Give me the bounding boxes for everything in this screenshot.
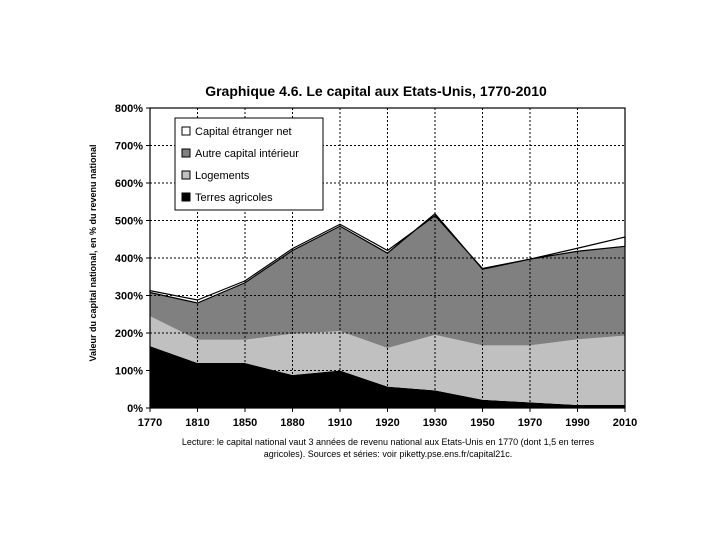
x-tick-label: 1970 [517, 417, 543, 429]
y-tick-label: 800% [114, 103, 143, 115]
legend-swatch-logements [182, 171, 190, 179]
x-tick-label: 1950 [470, 417, 495, 429]
chart-title: Graphique 4.6. Le capital aux Etats-Unis, 1770-2010 [205, 83, 547, 99]
y-tick-label: 600% [114, 178, 143, 190]
y-tick-label: 300% [114, 290, 143, 303]
legend-swatch-autre-capital-interieur [182, 149, 190, 157]
legend [175, 118, 323, 210]
legend-label-logements: Logements [195, 170, 250, 182]
x-tick-label: 1930 [422, 417, 448, 429]
x-tick-label: 2010 [612, 417, 638, 429]
y-tick-label: 500% [114, 215, 143, 228]
y-tick-label: 100% [114, 365, 143, 378]
x-tick-label: 1910 [327, 417, 353, 429]
series-areas [150, 214, 625, 408]
legend-label-autre-capital-interieur: Autre capital intérieur [195, 148, 299, 160]
y-tick-label: 200% [114, 328, 143, 340]
x-tick-label: 1990 [565, 417, 590, 429]
y-axis-ticks [115, 103, 150, 415]
legend-label-terres-agricoles: Terres agricoles [195, 192, 273, 204]
x-tick-label: 1770 [137, 417, 163, 429]
caption [150, 436, 626, 460]
x-tick-label: 1880 [280, 417, 305, 429]
x-axis-ticks [138, 408, 637, 429]
legend-swatch-capital-etranger-net [182, 127, 190, 135]
caption-line-2: agricoles). Sources et séries: voir piketty.pse.ens.fr/capital21c. [263, 449, 513, 459]
x-tick-label: 1920 [375, 417, 400, 429]
x-tick-label: 1850 [232, 417, 258, 429]
legend-label-capital-etranger-net: Capital étranger net [195, 126, 292, 138]
y-tick-label: 400% [114, 253, 143, 265]
x-tick-label: 1810 [185, 417, 210, 429]
legend-swatch-terres-agricoles [182, 193, 190, 201]
y-tick-label: 700% [114, 140, 143, 153]
caption-line-1: Lecture: le capital national vaut 3 années de revenu national aux Etats-Unis en 1770 (dont 1,5 en terres [181, 437, 595, 447]
y-tick-label: 0% [127, 403, 143, 415]
y-axis-label: Valeur du capital national, en % du revenu national [88, 144, 98, 362]
